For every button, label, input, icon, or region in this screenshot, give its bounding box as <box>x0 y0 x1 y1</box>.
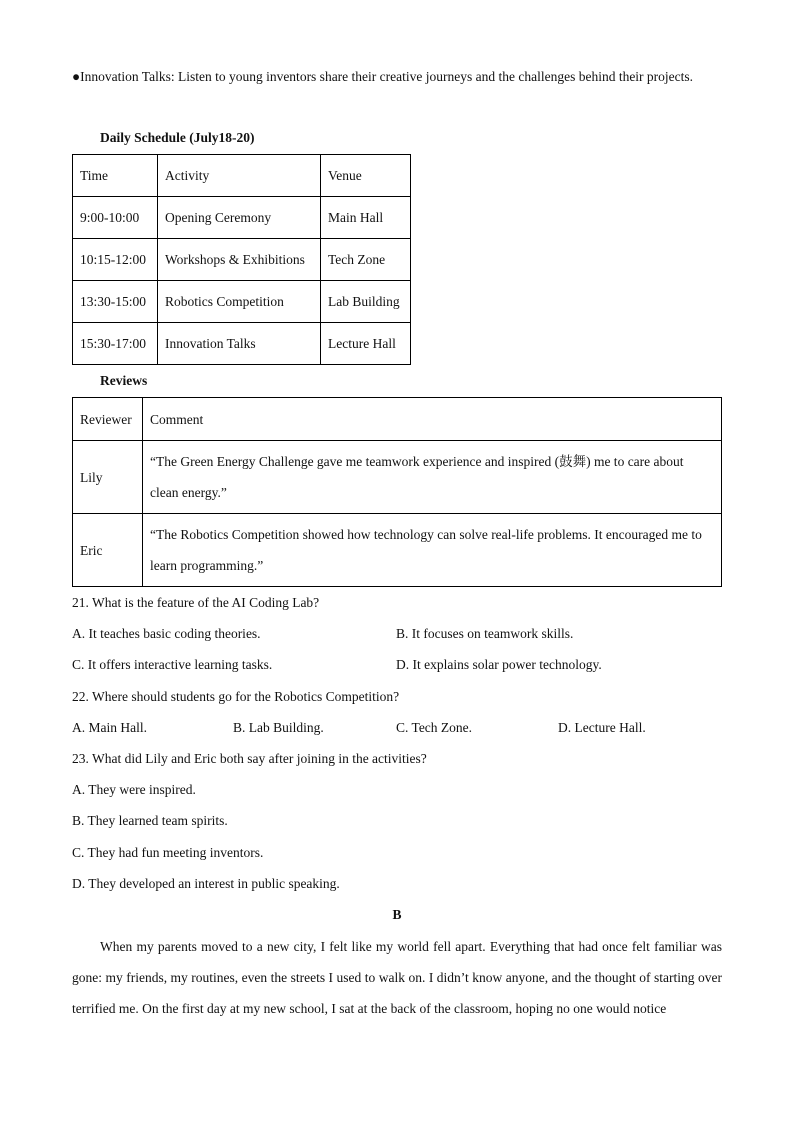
option-22-d: D. Lecture Hall. <box>558 720 646 735</box>
question-22: 22. Where should students go for the Robotics Competition? <box>72 689 400 704</box>
cell-comment: “The Robotics Competition showed how technology can solve real-life problems. It encouraged me to learn programming.” <box>143 514 722 587</box>
section-b-paragraph: When my parents moved to a new city, I felt like my world fell apart. Everything that had once felt familiar was gone: my friends, my routines, even the streets I used to walk on. I didn’t know anyone, and the thought of starting over terrified me. On the first day at my new school, I sat at the back of the classroom, hoping no one would notice <box>72 939 722 1016</box>
option-21-a: A. It teaches basic coding theories. <box>72 626 261 641</box>
question-23: 23. What did Lily and Eric both say after joining in the activities? <box>72 751 427 766</box>
table-header-row <box>73 155 411 197</box>
cell-venue: Main Hall <box>321 197 411 239</box>
header-reviewer: Reviewer <box>73 398 143 441</box>
header-comment: Comment <box>143 398 722 441</box>
cell-time: 13:30-15:00 <box>73 281 158 323</box>
table-row <box>73 514 722 587</box>
schedule-table <box>72 154 411 365</box>
option-23-d: D. They developed an interest in public speaking. <box>72 876 340 891</box>
option-23-c: C. They had fun meeting inventors. <box>72 845 264 860</box>
table-header-row <box>73 398 722 441</box>
question-21: 21. What is the feature of the AI Coding Lab? <box>72 595 320 610</box>
table-row <box>73 281 411 323</box>
cell-venue: Tech Zone <box>321 239 411 281</box>
cell-activity: Workshops & Exhibitions <box>158 239 321 281</box>
table-row <box>73 323 411 365</box>
section-b-label: B <box>392 907 402 922</box>
option-23-b: B. They learned team spirits. <box>72 813 228 828</box>
option-21-c: C. It offers interactive learning tasks. <box>72 657 273 672</box>
cell-comment: “The Green Energy Challenge gave me teamwork experience and inspired (鼓舞) me to care about clean energy.” <box>143 441 722 514</box>
reviews-title: Reviews <box>100 373 148 388</box>
innovation-talks-bullet: ●Innovation Talks: Listen to young inventors share their creative journeys and the challenges behind their projects. <box>72 69 694 84</box>
option-21-b: B. It focuses on teamwork skills. <box>396 626 574 641</box>
schedule-title: Daily Schedule (July18-20) <box>100 130 255 145</box>
option-23-a: A. They were inspired. <box>72 782 196 797</box>
table-row <box>73 441 722 514</box>
header-time: Time <box>73 155 158 197</box>
option-22-c: C. Tech Zone. <box>396 720 473 735</box>
option-21-d: D. It explains solar power technology. <box>396 657 602 672</box>
option-22-b: B. Lab Building. <box>233 720 324 735</box>
cell-reviewer: Lily <box>73 441 143 514</box>
cell-venue: Lecture Hall <box>321 323 411 365</box>
cell-venue: Lab Building <box>321 281 411 323</box>
cell-activity: Robotics Competition <box>158 281 321 323</box>
cell-activity: Innovation Talks <box>158 323 321 365</box>
cell-activity: Opening Ceremony <box>158 197 321 239</box>
header-activity: Activity <box>158 155 321 197</box>
cell-time: 9:00-10:00 <box>73 197 158 239</box>
option-22-a: A. Main Hall. <box>72 720 147 735</box>
table-row <box>73 239 411 281</box>
header-venue: Venue <box>321 155 411 197</box>
table-row <box>73 197 411 239</box>
cell-time: 10:15-12:00 <box>73 239 158 281</box>
cell-reviewer: Eric <box>73 514 143 587</box>
reviews-table <box>72 397 722 587</box>
cell-time: 15:30-17:00 <box>73 323 158 365</box>
